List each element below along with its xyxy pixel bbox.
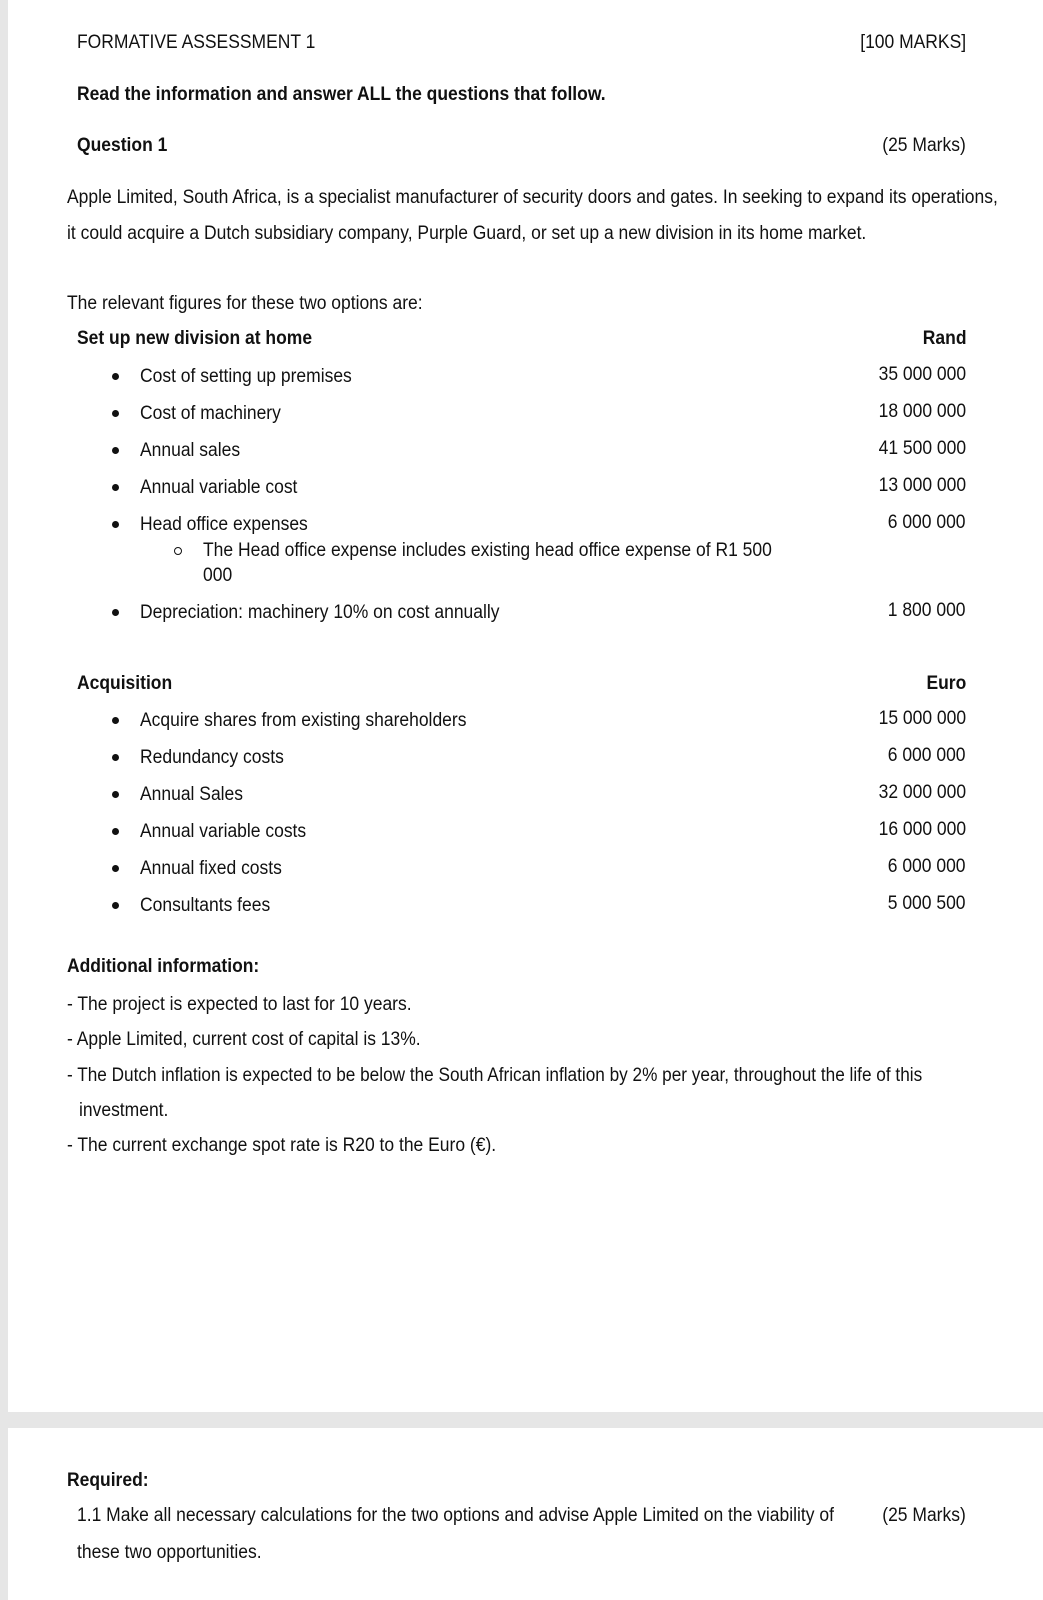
required-marks: (25 Marks) <box>882 1505 966 1526</box>
bullet-icon <box>112 828 119 835</box>
additional-info-heading: Additional information: <box>67 956 260 977</box>
acquisition-item-label: Redundancy costs <box>140 747 284 768</box>
additional-info-line: - The Dutch inflation is expected to be below the South African inflation by 2% per year, throughout the life of this <box>67 1065 923 1086</box>
head-office-note-line-1: The Head office expense includes existing head office expense of R1 500 <box>203 540 772 561</box>
document-page-2 <box>8 1428 1043 1600</box>
home-division-heading: Set up new division at home <box>77 328 313 349</box>
home-item-label: Depreciation: machinery 10% on cost annually <box>140 602 500 623</box>
home-item-value: 41 500 000 <box>878 438 966 459</box>
acquisition-item-value: 6 000 000 <box>888 856 966 877</box>
bullet-icon <box>112 373 119 380</box>
figures-intro: The relevant figures for these two options are: <box>67 293 423 314</box>
home-item-value: 18 000 000 <box>878 401 966 422</box>
home-item-label: Cost of setting up premises <box>140 366 352 387</box>
acquisition-item-value: 6 000 000 <box>888 745 966 766</box>
home-item-label: Cost of machinery <box>140 403 281 424</box>
additional-info-line: - The project is expected to last for 10 years. <box>67 994 412 1015</box>
additional-info-line: - Apple Limited, current cost of capital is 13%. <box>67 1029 421 1050</box>
bullet-icon <box>112 447 119 454</box>
additional-info-line: investment. <box>79 1100 169 1121</box>
acquisition-item-label: Annual fixed costs <box>140 858 282 879</box>
acquisition-item-label: Consultants fees <box>140 895 271 916</box>
home-item-value: 35 000 000 <box>878 364 966 385</box>
bullet-icon <box>112 902 119 909</box>
intro-line-1: Apple Limited, South Africa, is a specialist manufacturer of security doors and gates. In seeking to expand its operations, <box>67 187 998 208</box>
bullet-icon <box>112 521 119 528</box>
home-item-label: Annual sales <box>140 440 241 461</box>
bullet-icon <box>112 717 119 724</box>
total-marks: [100 MARKS] <box>860 32 966 53</box>
acquisition-item-value: 5 000 500 <box>888 893 966 914</box>
home-item-label: Annual variable cost <box>140 477 298 498</box>
acquisition-item-label: Acquire shares from existing shareholders <box>140 710 467 731</box>
acquisition-item-value: 15 000 000 <box>878 708 966 729</box>
additional-info-line: - The current exchange spot rate is R20 to the Euro (€). <box>67 1135 497 1156</box>
required-line-2: these two opportunities. <box>77 1542 262 1563</box>
question-label: Question 1 <box>77 135 168 156</box>
acquisition-item-label: Annual Sales <box>140 784 244 805</box>
assessment-title: FORMATIVE ASSESSMENT 1 <box>77 32 316 53</box>
bullet-icon <box>112 865 119 872</box>
acquisition-item-label: Annual variable costs <box>140 821 307 842</box>
home-item-value: 6 000 000 <box>888 512 966 533</box>
sub-bullet-icon <box>174 547 182 555</box>
home-item-value: 13 000 000 <box>878 475 966 496</box>
acquisition-item-value: 32 000 000 <box>878 782 966 803</box>
intro-line-2: it could acquire a Dutch subsidiary company, Purple Guard, or set up a new division in its home market. <box>67 223 867 244</box>
home-item-value: 1 800 000 <box>888 600 966 621</box>
required-heading: Required: <box>67 1470 149 1491</box>
bullet-icon <box>112 754 119 761</box>
bullet-icon <box>112 484 119 491</box>
home-currency-heading: Rand <box>922 328 966 349</box>
instruction-text: Read the information and answer ALL the questions that follow. <box>77 84 606 105</box>
acquisition-heading: Acquisition <box>77 673 173 694</box>
question-marks: (25 Marks) <box>882 135 966 156</box>
bullet-icon <box>112 609 119 616</box>
required-line-1: 1.1 Make all necessary calculations for the two options and advise Apple Limited on the viability of <box>77 1505 834 1526</box>
home-item-label: Head office expenses <box>140 514 308 535</box>
acquisition-currency-heading: Euro <box>926 673 966 694</box>
head-office-note-line-2: 000 <box>203 565 233 586</box>
bullet-icon <box>112 410 119 417</box>
acquisition-item-value: 16 000 000 <box>878 819 966 840</box>
document-page-1 <box>8 0 1043 1412</box>
bullet-icon <box>112 791 119 798</box>
